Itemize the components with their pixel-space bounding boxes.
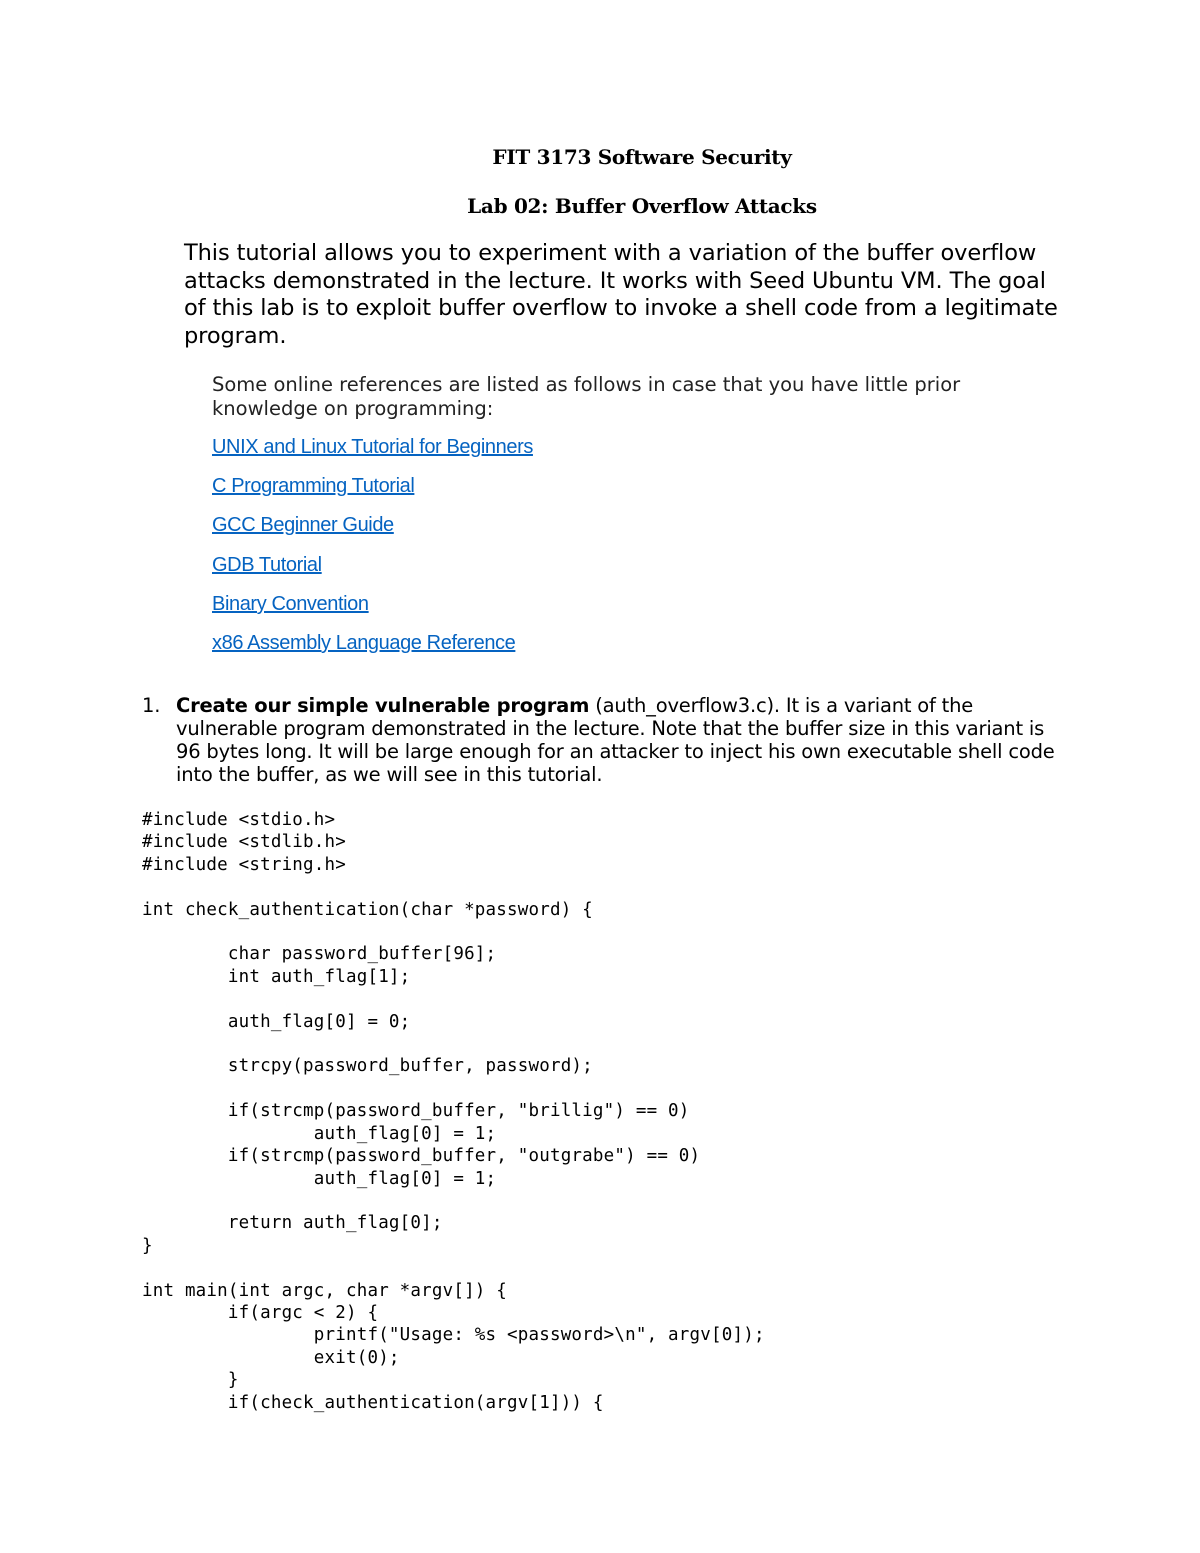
step-1 <box>142 694 1062 786</box>
lab-subtitle: Lab 02: Buffer Overflow Attacks <box>467 194 817 218</box>
intro-paragraph: This tutorial allows you to experiment with a variation of the buffer overflow attacks demonstrated in the lecture. It works with Seed Ubuntu VM. The goal of this lab is to exploit buffer overflow to invoke a shell code from a legitimate program. <box>184 240 1058 349</box>
step-heading: Create our simple vulnerable program <box>176 694 590 717</box>
step-body <box>176 694 1062 786</box>
link-binary-convention[interactable]: Binary Convention <box>212 593 369 615</box>
step-number: 1. <box>142 694 161 717</box>
link-gcc-beginner-guide[interactable]: GCC Beginner Guide <box>212 514 394 536</box>
step-description: (auth_overflow3.c). It is a variant of the vulnerable program demonstrated in the lecture. Note that the buffer size in this variant is 96 bytes long. It will be large enough for an attacker to inject his own executable shell code into the buffer, as we will see in this tutorial. <box>176 694 1055 786</box>
link-gdb-tutorial[interactable]: GDB Tutorial <box>212 554 322 576</box>
document-title: FIT 3173 Software Security <box>492 145 792 169</box>
link-unix-linux-tutorial[interactable]: UNIX and Linux Tutorial for Beginners <box>212 436 533 458</box>
references-note: Some online references are listed as follows in case that you have little prior knowledge on programming: <box>212 373 961 420</box>
link-c-programming-tutorial[interactable]: C Programming Tutorial <box>212 475 415 497</box>
code-listing: #include <stdio.h> #include <stdlib.h> #include <string.h> int check_authentication(char *password) { char password_buffer[96]; int auth_flag[1]; auth_flag[0] = 0; strcpy(password_buffer, password); if(strcmp(password_buffer, "brillig") == 0) auth_flag[0] = 1; if(strcmp(password_buffer, "outgrabe") == 0) auth_flag[0] = 1; return auth_flag[0]; } int main(int argc, char *argv[]) { if(argc < 2) { printf("Usage: %s <password>\n", argv[0]); exit(0); } if(check_authentication(argv[1])) { <box>142 810 765 1413</box>
link-x86-assembly-reference[interactable]: x86 Assembly Language Reference <box>212 632 516 654</box>
